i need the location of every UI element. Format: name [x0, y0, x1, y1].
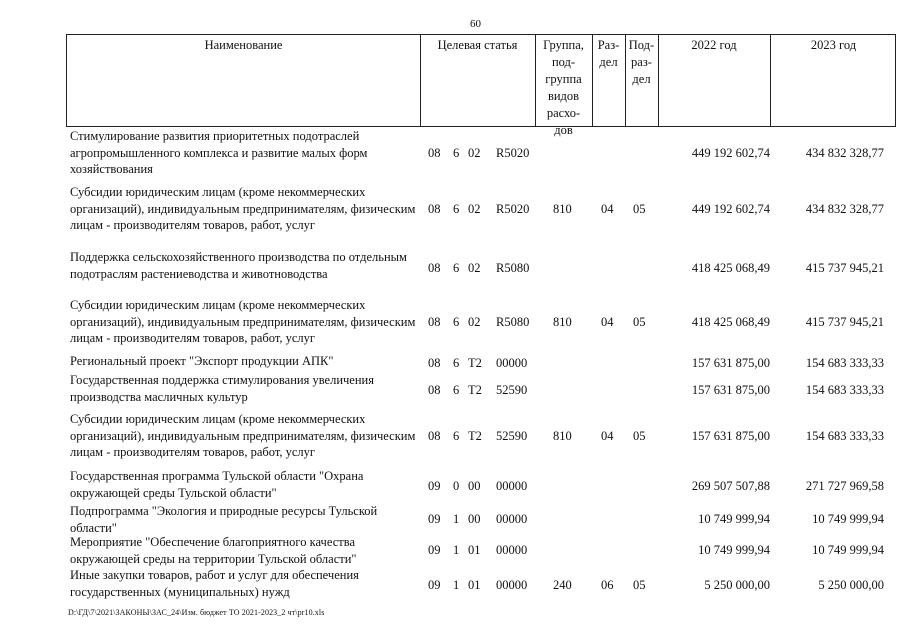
row-c1: 08: [428, 356, 441, 370]
row-c4: R5080: [496, 261, 530, 275]
row-c4: R5020: [496, 146, 530, 160]
row-c4: 00000: [496, 479, 528, 493]
row-v2022: 10 749 999,94: [698, 512, 770, 526]
row-v2022: 157 631 875,00: [691, 356, 770, 370]
row-c2: 6: [453, 429, 460, 443]
row-c1: 08: [428, 261, 441, 275]
row-name: Поддержка сельскохозяйственного производства по отдельным подотраслям растениеводства и животноводства: [70, 250, 407, 281]
row-c2: 6: [453, 383, 460, 397]
row-name: Региональный проект "Экспорт продукции АПК": [70, 354, 334, 368]
row-c3: 02: [468, 202, 481, 216]
row-v2022: 449 192 602,74: [691, 146, 770, 160]
table-row: [0, 297, 905, 347]
table-row: [0, 372, 905, 405]
row-sub: 05: [633, 429, 646, 443]
row-c3: T2: [468, 356, 482, 370]
row-group: 810: [553, 429, 572, 443]
row-c2: 6: [453, 261, 460, 275]
row-c4: 52590: [496, 429, 528, 443]
table-row: [0, 128, 905, 178]
row-c1: 09: [428, 512, 441, 526]
row-c4: R5080: [496, 315, 530, 329]
row-v2023: 434 832 328,77: [805, 202, 884, 216]
row-group: 240: [553, 578, 572, 592]
row-v2023: 434 832 328,77: [805, 146, 884, 160]
row-sub: 05: [633, 202, 646, 216]
row-c3: 02: [468, 261, 481, 275]
row-section: 04: [601, 315, 614, 329]
header-2023: 2023 год: [810, 38, 857, 52]
row-v2023: 154 683 333,33: [805, 429, 884, 443]
row-v2022: 449 192 602,74: [691, 202, 770, 216]
table-row: [0, 503, 905, 533]
row-c4: 00000: [496, 578, 528, 592]
row-sub: 05: [633, 315, 646, 329]
table-row: [0, 534, 905, 564]
row-v2022: 157 631 875,00: [691, 429, 770, 443]
header-2022: 2022 год: [691, 38, 737, 52]
row-name: Иные закупки товаров, работ и услуг для обеспечения государственных (муниципальных) нужд: [70, 568, 359, 599]
row-name: Государственная программа Тульской области "Охрана окружающей среды Тульской области": [70, 469, 364, 500]
row-v2022: 5 250 000,00: [704, 578, 770, 592]
row-v2022: 10 749 999,94: [698, 543, 770, 557]
row-v2023: 271 727 969,58: [805, 479, 884, 493]
row-c2: 1: [453, 578, 460, 592]
row-c2: 6: [453, 146, 460, 160]
row-c3: 00: [468, 512, 481, 526]
row-c2: 6: [453, 202, 460, 216]
row-c3: T2: [468, 429, 482, 443]
row-c1: 08: [428, 315, 441, 329]
row-group: 810: [553, 315, 572, 329]
row-c3: T2: [468, 383, 482, 397]
row-name: Субсидии юридическим лицам (кроме некоммерческих организаций), индивидуальным предпринимателям, физическим лицам - производителям товаров, работ, услуг: [70, 412, 416, 459]
row-name: Мероприятие "Обеспечение благоприятного качества окружающей среды на территории Тульской области": [70, 535, 357, 566]
row-section: 06: [601, 578, 614, 592]
row-sub: 05: [633, 578, 646, 592]
row-c3: 02: [468, 315, 481, 329]
row-group: 810: [553, 202, 572, 216]
row-c1: 08: [428, 146, 441, 160]
row-c4: 00000: [496, 356, 528, 370]
row-c4: 00000: [496, 543, 528, 557]
row-v2023: 10 749 999,94: [812, 543, 884, 557]
row-c2: 1: [453, 543, 460, 557]
row-c1: 09: [428, 543, 441, 557]
header-name: Наименование: [204, 38, 283, 52]
row-name: Подпрограмма "Экология и природные ресурсы Тульской области": [70, 504, 378, 535]
table-row: [0, 567, 905, 600]
table-row: [0, 411, 905, 461]
page-number: 60: [470, 18, 481, 30]
row-c2: 6: [453, 315, 460, 329]
row-v2022: 418 425 068,49: [691, 315, 770, 329]
row-v2022: 269 507 507,88: [691, 479, 770, 493]
row-c4: 52590: [496, 383, 528, 397]
table-row: [0, 249, 905, 285]
row-c4: 00000: [496, 512, 528, 526]
row-v2023: 5 250 000,00: [818, 578, 884, 592]
table-row: [0, 184, 905, 234]
header-subsection: Под- раз- дел: [628, 38, 655, 86]
row-section: 04: [601, 429, 614, 443]
row-v2022: 418 425 068,49: [691, 261, 770, 275]
row-v2022: 157 631 875,00: [691, 383, 770, 397]
row-c1: 09: [428, 578, 441, 592]
table-row: [0, 468, 905, 501]
row-c2: 1: [453, 512, 460, 526]
row-c1: 08: [428, 429, 441, 443]
row-v2023: 10 749 999,94: [812, 512, 884, 526]
row-v2023: 415 737 945,21: [805, 315, 884, 329]
row-c2: 6: [453, 356, 460, 370]
row-v2023: 154 683 333,33: [805, 383, 884, 397]
row-v2023: 154 683 333,33: [805, 356, 884, 370]
row-c2: 0: [453, 479, 460, 493]
header-target: Целевая статья: [437, 38, 518, 52]
row-c1: 08: [428, 383, 441, 397]
row-c3: 01: [468, 543, 481, 557]
row-section: 04: [601, 202, 614, 216]
row-c3: 01: [468, 578, 481, 592]
file-path-footer: D:\ГД\7\2021\ЗАКОНЫ\ЗАС_24\Изм. бюджет ТО 2021-2023_2 чт\pr10.xls: [68, 608, 325, 617]
header-group: Группа, под- группа видов расхо- дов: [543, 38, 584, 137]
row-v2023: 415 737 945,21: [805, 261, 884, 275]
row-name: Субсидии юридическим лицам (кроме некоммерческих организаций), индивидуальным предпринимателям, физическим лицам - производителям товаров, работ, услуг: [70, 185, 416, 232]
row-c3: 02: [468, 146, 481, 160]
row-name: Стимулирование развития приоритетных подотраслей агропромышленного комплекса и развитие малых форм хозяйствования: [70, 129, 368, 176]
row-name: Субсидии юридическим лицам (кроме некоммерческих организаций), индивидуальным предпринимателям, физическим лицам - производителям товаров, работ, услуг: [70, 298, 416, 345]
row-name: Государственная поддержка стимулирования увеличения производства масличных культур: [70, 373, 374, 404]
table-header: [66, 34, 896, 137]
table-row: [0, 353, 905, 371]
row-c4: R5020: [496, 202, 530, 216]
row-c3: 00: [468, 479, 481, 493]
row-c1: 08: [428, 202, 441, 216]
header-section: Раз- дел: [597, 38, 620, 69]
row-c1: 09: [428, 479, 441, 493]
